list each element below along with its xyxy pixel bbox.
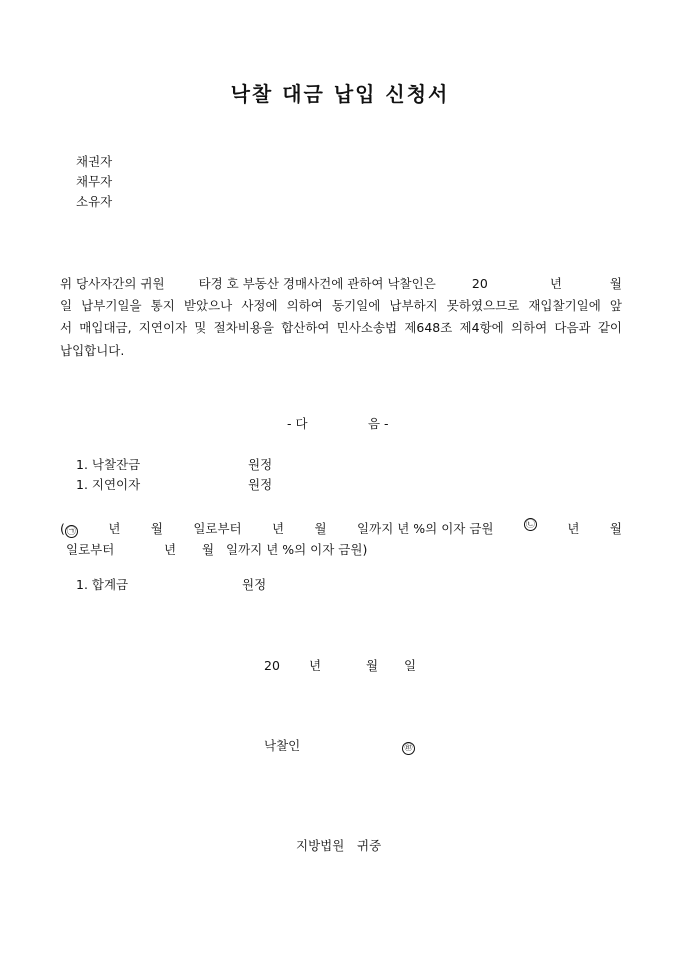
body-case-ref: 타경 호 부동산 경매사건에 관하여 낙찰인은 bbox=[198, 276, 436, 291]
body-month-label: 월 bbox=[609, 276, 622, 291]
party-creditor: 채권자 bbox=[76, 154, 113, 169]
seal-icon: ㊞ bbox=[402, 740, 415, 755]
interest-note-row-1 bbox=[60, 518, 622, 539]
mark-b-icon: ㉡ bbox=[525, 520, 535, 530]
date-year-prefix: 20 bbox=[264, 658, 280, 673]
note-year-1: 년 bbox=[108, 521, 121, 536]
body-line-1 bbox=[60, 273, 622, 295]
note-year-2: 년 bbox=[272, 521, 285, 536]
interest-note bbox=[60, 518, 622, 560]
court-honorific: 귀중 bbox=[357, 838, 382, 853]
date-year-label: 년 bbox=[309, 658, 322, 673]
party-debtor: 채무자 bbox=[76, 174, 113, 189]
interest-note-row-2 bbox=[60, 539, 622, 560]
body-year-prefix: 20 bbox=[471, 276, 488, 291]
document-title: 낙찰 대금 납입 신청서 bbox=[230, 82, 450, 106]
date-month-label: 월 bbox=[366, 658, 379, 673]
body-line-2: 일 납부기일을 통지 받았으나 사정에 의하여 동기일에 납부하지 못하였으므로 재입찰기일에 앞 bbox=[60, 298, 622, 314]
note-from-1: 일로부터 bbox=[193, 521, 242, 536]
item-balance-unit: 원정 bbox=[248, 457, 273, 472]
item-interest-label: 1. 지연이자 bbox=[76, 477, 141, 492]
note-year-3: 년 bbox=[567, 521, 580, 536]
note-month-4: 월 bbox=[202, 542, 215, 557]
body-year-label: 년 bbox=[549, 276, 562, 291]
total-label: 1. 합계금 bbox=[76, 577, 129, 592]
mark-a-icon: ㉠ bbox=[66, 527, 76, 537]
interest-open-paren: ( bbox=[60, 521, 65, 536]
body-line-4: 납입합니다. bbox=[60, 342, 125, 358]
note-until-1: 일까지 년 %의 이자 금원 bbox=[357, 521, 494, 536]
note-year-4: 년 bbox=[164, 542, 177, 557]
item-interest-unit: 원정 bbox=[248, 477, 273, 492]
signer-label: 낙찰인 bbox=[264, 738, 301, 753]
item-balance-label: 1. 낙찰잔금 bbox=[76, 457, 141, 472]
section-heading-left: - 다 bbox=[287, 416, 308, 431]
note-from-2: 일로부터 bbox=[66, 542, 115, 557]
note-month-1: 월 bbox=[150, 521, 163, 536]
application-body bbox=[60, 273, 622, 362]
body-court-ref: 위 당사자간의 귀원 bbox=[60, 276, 165, 291]
party-owner: 소유자 bbox=[76, 194, 113, 209]
court-name: 지방법원 bbox=[296, 838, 345, 853]
body-line-3: 서 매입대금, 지연이자 및 절차비용을 합산하여 민사소송법 제648조 제4항에 의하여 다음과 같이 bbox=[60, 320, 622, 336]
note-until-2: 일까지 년 %의 이자 금원) bbox=[226, 542, 368, 557]
note-month-3: 월 bbox=[609, 521, 622, 536]
date-day-label: 일 bbox=[404, 658, 417, 673]
section-heading-right: 음 - bbox=[368, 416, 389, 431]
total-unit: 원정 bbox=[242, 577, 267, 592]
note-month-2: 월 bbox=[314, 521, 327, 536]
